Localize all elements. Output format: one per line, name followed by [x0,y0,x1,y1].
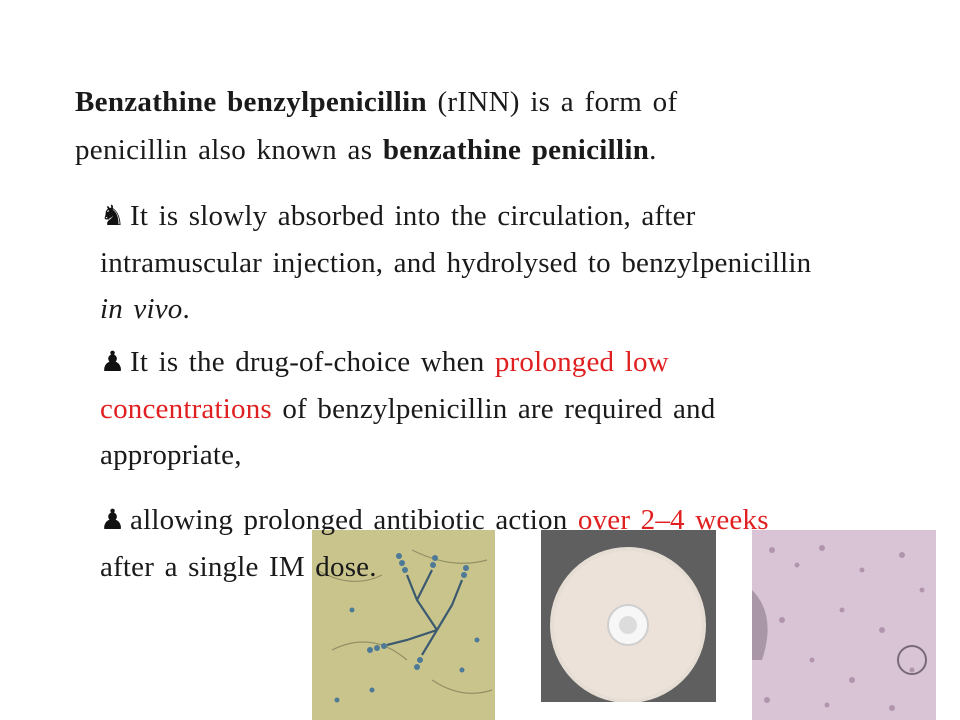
bullet-text: It is the drug-of-choice when [130,346,485,378]
bullet-text-end: . [182,293,190,325]
bullet-text: allowing prolonged antibiotic action [130,504,568,536]
drug-alias: benzathine penicillin [382,134,650,166]
rinn-text: (rINN) is a form of [437,86,678,118]
bullet-highlight: prolonged low concentrations [100,346,669,425]
intro-period: . [649,134,657,166]
pawn-icon: ♟ [100,505,126,536]
intro-paragraph [75,78,835,174]
bullet-text: It is slowly absorbed into the circulation, after intramuscular injection, and hydrolysed to benzylpenicillin [100,200,812,279]
bullet-absorption [100,193,830,332]
pawn-icon: ♟ [100,347,126,378]
bullet-highlight: over 2–4 weeks [577,504,769,536]
bullet-text-end: of benzylpenicillin are required and appropriate, [100,393,716,471]
bullet-text-end: after a single IM dose. [100,551,377,583]
drug-term: Benzathine benzylpenicillin [75,86,427,118]
bullet-italic: in vivo [100,293,183,325]
intro-line2: penicillin also known as [75,134,373,166]
bullet-duration [100,497,830,590]
bullet-drug-of-choice [100,339,830,478]
knight-icon: ♞ [100,201,126,232]
